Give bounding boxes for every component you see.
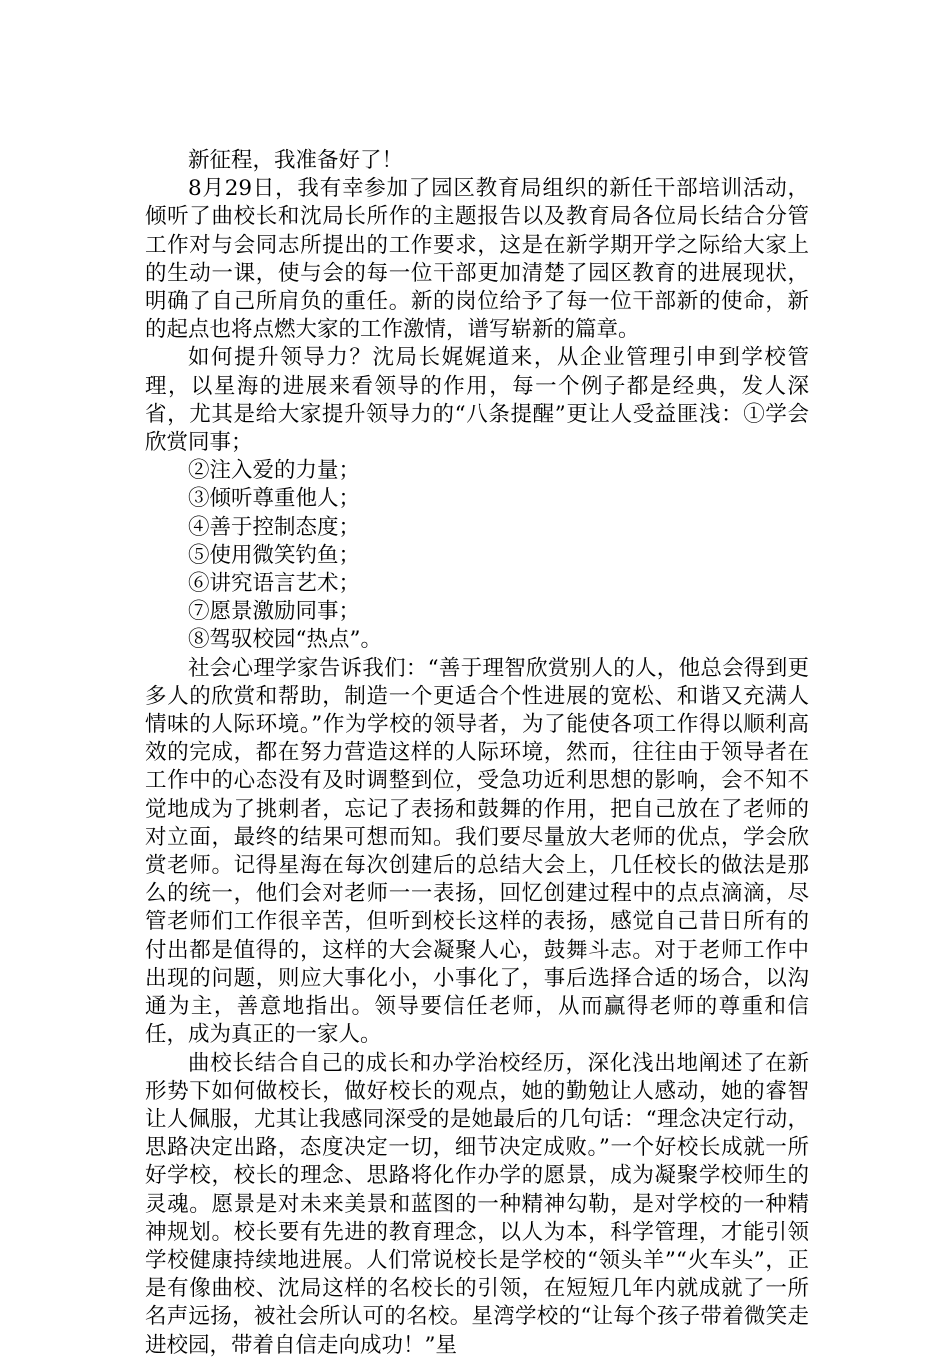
document-page [145,147,809,1360]
document-title: 新征程，我准备好了！ [188,148,404,173]
list-item-reminder-3: ③倾听尊重他人； [188,486,361,512]
list-item-reminder-7: ⑦愿景激励同事； [188,599,361,625]
list-item-reminder-8: ⑧驾驭校园“热点”。 [188,627,382,653]
list-item-reminder-5: ⑤使用微笑钓鱼； [188,542,361,568]
list-item-reminder-4: ④善于控制态度； [188,514,361,540]
paragraph-leadership: 如何提升领导力？沈局长娓娓道来，从企业管理引申到学校管理，以星海的进展来看领导的作用，每一个例子都是经典，发人深省，尤其是给大家提升领导力的“八条提醒”更让人受益匪浅：①学会欣赏同事； [145,345,809,456]
paragraph-training-intro: 8月29日，我有幸参加了园区教育局组织的新任干部培训活动，倾听了曲校长和沈局长所作的主题报告以及教育局各位局长结合分管工作对与会同志所提出的工作要求，这是在新学期开学之际给大家上的生动一课，使与会的每一位干部更加清楚了园区教育的进展现状，明确了自己所肩负的重任。新的岗位给予了每一位干部新的使命，新的起点也将点燃大家的工作激情，谱写崭新的篇章。 [145,176,809,343]
list-item-reminder-2: ②注入爱的力量； [188,458,361,484]
list-item-reminder-6: ⑥讲究语言艺术； [188,571,361,597]
paragraph-principal-qu: 曲校长结合自己的成长和办学治校经历，深化浅出地阐述了在新形势下如何做校长，做好校长的观点，她的勤勉让人感动，她的睿智让人佩服，尤其让我感同深受的是她最后的几句话：“理念决定行动，思路决定出路，态度决定一切，细节决定成败。”一个好校长成就一所好学校，校长的理念、思路将化作办学的愿景，成为凝聚学校师生的灵魂。愿景是对未来美景和蓝图的一种精神勾勒，是对学校的一种精神规划。校长要有先进的教育理念，以人为本，科学管理，才能引领学校健康持续地进展。人们常说校长是学校的“领头羊”“火车头”，正是有像曲校、沈局这样的名校长的引领，在短短几年内就成就了一所名声远扬，被社会所认可的名校。星湾学校的“让每个孩子带着微笑走进校园，带着自信走向成功！”星 [145,1050,809,1358]
paragraph-social-psychology: 社会心理学家告诉我们：“善于理智欣赏别人的人，他总会得到更多人的欣赏和帮助，制造一个更适合个性进展的宽松、和谐又充满人情味的人际环境。”作为学校的领导者，为了能使各项工作得以顺利高效的完成，都在努力营造这样的人际环境，然而，往往由于领导者在工作中的心态没有及时调整到位，受急功近利思想的影响，会不知不觉地成为了挑刺者，忘记了表扬和鼓舞的作用，把自己放在了老师的对立面，最终的结果可想而知。我们要尽量放大老师的优点，学会欣赏老师。记得星海在每次创建后的总结大会上，几任校长的做法是那么的统一，他们会对老师一一表扬，回忆创建过程中的点点滴滴，尽管老师们工作很辛苦，但听到校长这样的表扬，感觉自己昔日所有的付出都是值得的，这样的大会凝聚人心，鼓舞斗志。对于老师工作中出现的问题，则应大事化小，小事化了，事后选择合适的场合，以沟通为主，善意地指出。领导要信任老师，从而赢得老师的尊重和信任，成为真正的一家人。 [145,655,809,1048]
